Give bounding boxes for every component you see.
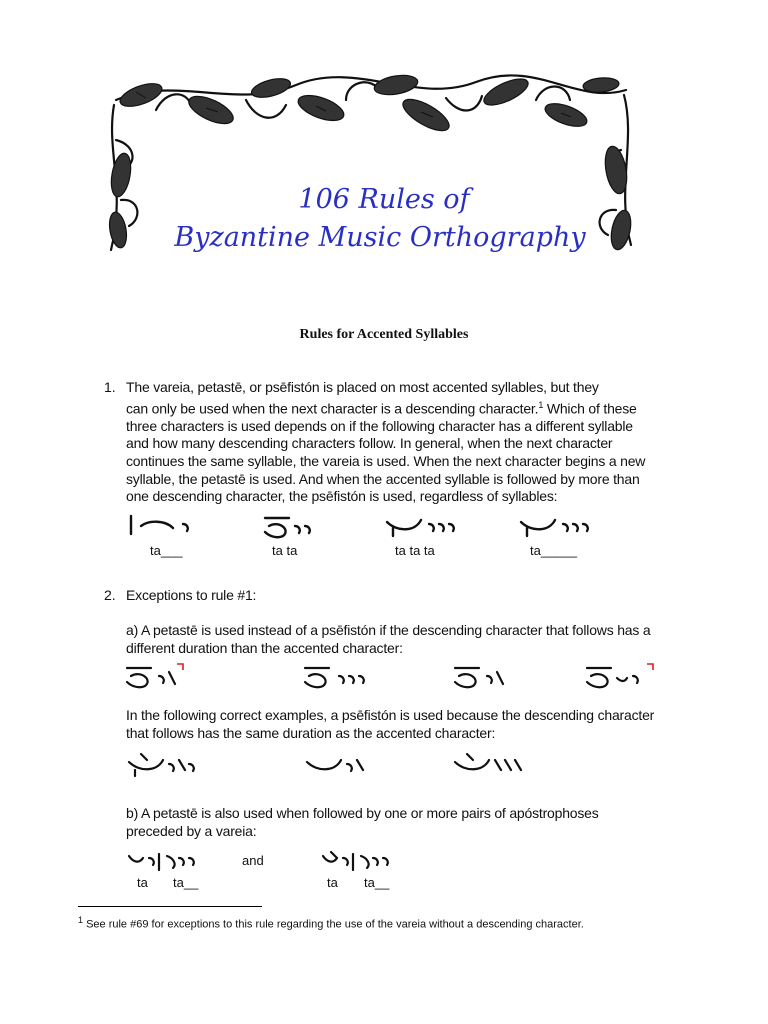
document-title-line1: 106 Rules of [298, 184, 470, 215]
petaste-glyph-icon [265, 518, 310, 537]
rule1-line [126, 397, 645, 418]
syllable-label: ta ta [272, 543, 298, 558]
red-mark-icon [177, 664, 183, 670]
syllable-label: ta_____ [530, 543, 577, 558]
rule1-line: syllable, the petastē is used. And when the accented syllable is followed by more than [126, 470, 640, 487]
footnote-text: See rule #69 for exceptions to this rule regarding the use of the vareia without a descending character. [86, 918, 584, 931]
rule1-line: three characters is used depends on if the following character has a different syllable [126, 417, 633, 434]
rule1-line-part: Which of these [546, 400, 637, 417]
rule2b-line: preceded by a vareia: [126, 822, 257, 839]
rule1-line-part: can only be used when the next character is a descending character. [126, 400, 539, 417]
rule1-line: and how many descending characters follow. In general, when the next character [126, 435, 613, 452]
red-mark-icon [647, 664, 653, 670]
apostrophos-glyph-icon [129, 854, 194, 870]
vareia-glyph-icon [131, 516, 188, 534]
document-title-line2: Byzantine Music Orthography [174, 222, 586, 253]
rule2b-line: b) A petastē is also used when followed by one or more pairs of apóstrophoses [126, 805, 599, 821]
neume-examples-row2 [125, 662, 665, 692]
syllable-label: ta [327, 875, 338, 890]
syllable-label: ta__ [364, 875, 390, 890]
psefiston-glyph-icon [387, 520, 454, 536]
neume-examples-row3 [125, 752, 525, 782]
rule1-line: one descending character, the psēfistón is used, regardless of syllables: [126, 488, 558, 505]
rule1-line: The vareia, petastē, or psēfistón is placed on most accented syllables, but they [126, 379, 599, 395]
petaste-glyph-icon [455, 668, 503, 687]
rule-number: 1. [104, 379, 116, 395]
correct-examples-text [126, 707, 654, 742]
rule1-line: continues the same syllable, the vareia is used. When the next character begins a new [126, 453, 646, 470]
section-heading: Rules for Accented Syllables [299, 327, 469, 342]
petaste-glyph-icon [305, 668, 364, 687]
psefiston-glyph-icon [129, 754, 194, 776]
apostrophos-glyph-icon [323, 852, 388, 870]
psefiston-glyph-icon [521, 520, 588, 536]
correct-line: In the following correct examples, a psēfistón is used because the descending character [126, 707, 655, 723]
syllable-label: ta [137, 875, 148, 890]
rule2a-line: different duration than the accented character: [126, 639, 403, 656]
rule1-text [126, 379, 645, 506]
psefiston-glyph-icon [455, 754, 521, 770]
rule-number: 2. [104, 587, 116, 603]
neume-examples-row4 [125, 850, 405, 876]
psefiston-glyph-icon [307, 760, 363, 771]
syllable-label: ta___ [150, 543, 183, 558]
neume-examples-row1 [125, 512, 645, 542]
correct-line: that follows has the same duration as the accented character: [126, 724, 496, 741]
petaste-glyph-icon [127, 668, 175, 687]
footnote-divider [78, 906, 262, 907]
syllable-label: ta ta ta [395, 543, 435, 558]
and-label: and [242, 853, 264, 868]
rule2-intro: Exceptions to rule #1: [126, 587, 257, 603]
footnote [78, 915, 584, 931]
rule2b-text [126, 805, 599, 840]
syllable-label: ta__ [173, 875, 199, 890]
rule2a-line: a) A petastē is used instead of a psēfistón if the descending character that follows has a [126, 622, 651, 638]
footnote-ref[interactable]: 1 [538, 399, 544, 410]
footnote-mark: 1 [78, 915, 84, 925]
petaste-glyph-icon [587, 668, 638, 687]
rule2a-text [126, 622, 650, 657]
